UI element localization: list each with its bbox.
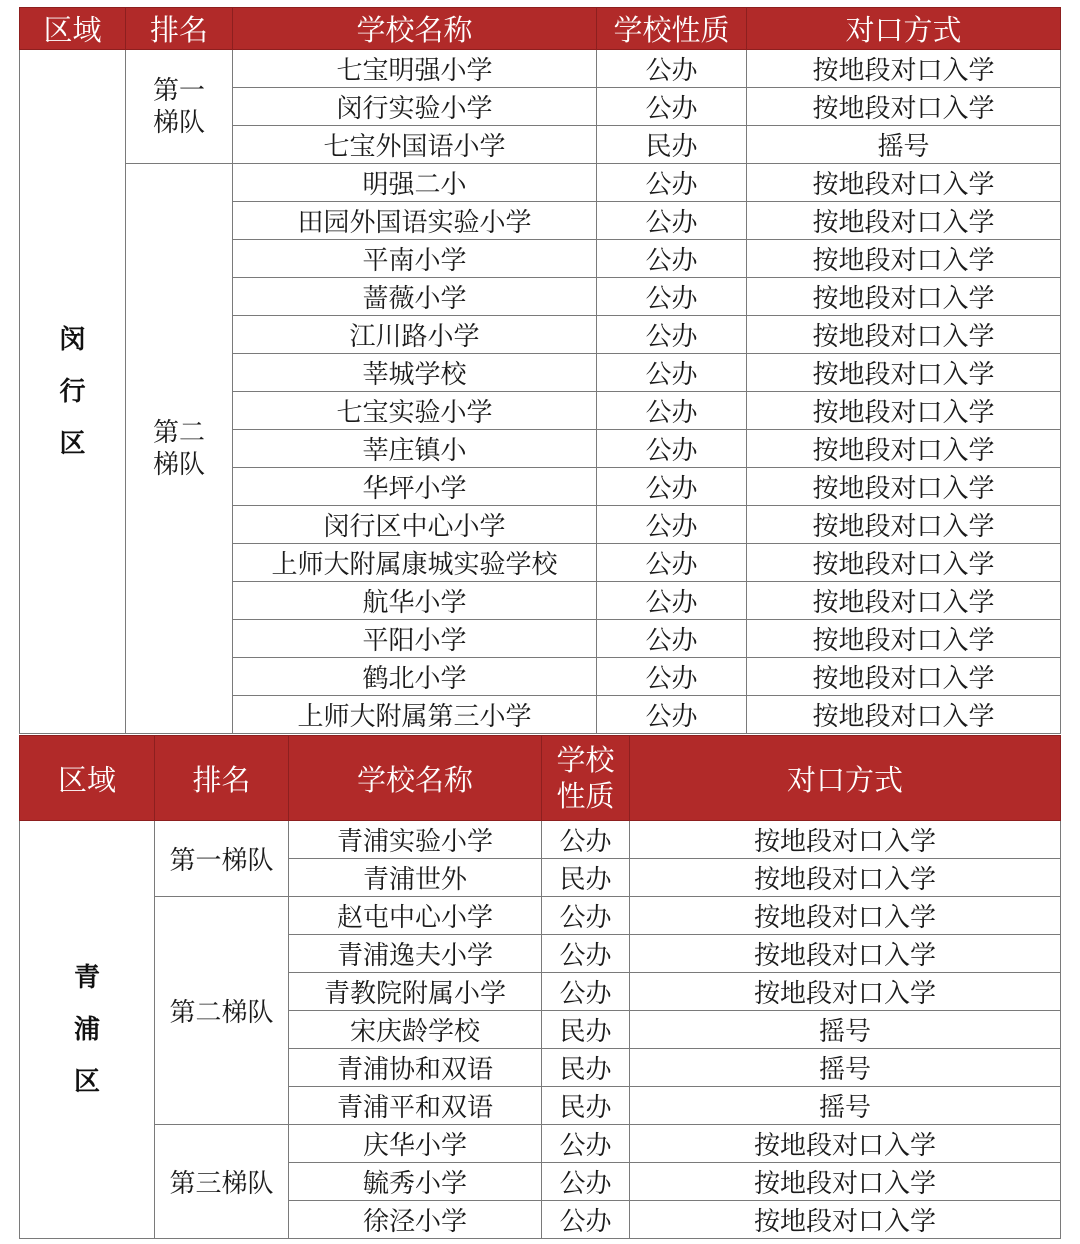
tier-label-line: 梯队 <box>152 449 205 480</box>
school-type: 公办 <box>597 506 747 544</box>
header-rank: 排名 <box>126 8 233 50</box>
school-type: 公办 <box>542 1125 630 1163</box>
admission-method: 摇号 <box>630 1087 1061 1125</box>
table-row <box>20 897 1061 935</box>
minhang-school-table <box>19 7 1061 734</box>
admission-method: 按地段对口入学 <box>747 696 1061 734</box>
tier-1-qingpu: 第一梯队 <box>155 821 289 897</box>
school-type: 公办 <box>597 544 747 582</box>
admission-method: 按地段对口入学 <box>747 392 1061 430</box>
school-name: 徐泾小学 <box>289 1201 542 1239</box>
school-name: 宋庆龄学校 <box>289 1011 542 1049</box>
school-type: 民办 <box>542 1087 630 1125</box>
header-admission-method: 对口方式 <box>747 8 1061 50</box>
school-name: 江川路小学 <box>233 316 597 354</box>
admission-method: 按地段对口入学 <box>747 164 1061 202</box>
admission-method: 按地段对口入学 <box>747 278 1061 316</box>
district-minhang <box>20 50 126 734</box>
school-name: 田园外国语实验小学 <box>233 202 597 240</box>
school-name: 庆华小学 <box>289 1125 542 1163</box>
table-row <box>20 164 1061 202</box>
school-type: 公办 <box>597 88 747 126</box>
table-row <box>20 821 1061 859</box>
school-name: 毓秀小学 <box>289 1163 542 1201</box>
tier-1-minhang <box>126 50 233 164</box>
header-district: 区域 <box>20 736 155 821</box>
district-char: 浦 <box>73 1014 100 1045</box>
school-name: 鹤北小学 <box>233 658 597 696</box>
admission-method: 按地段对口入学 <box>747 354 1061 392</box>
admission-method: 按地段对口入学 <box>747 658 1061 696</box>
admission-method: 按地段对口入学 <box>747 430 1061 468</box>
school-name: 闵行区中心小学 <box>233 506 597 544</box>
minhang-table-body <box>20 50 1061 734</box>
school-name: 青浦逸夫小学 <box>289 935 542 973</box>
school-type: 公办 <box>597 278 747 316</box>
admission-method: 按地段对口入学 <box>747 316 1061 354</box>
admission-method: 按地段对口入学 <box>747 88 1061 126</box>
school-name: 莘庄镇小 <box>233 430 597 468</box>
admission-method: 按地段对口入学 <box>747 50 1061 88</box>
school-type: 公办 <box>597 354 747 392</box>
admission-method: 按地段对口入学 <box>630 1201 1061 1239</box>
school-type: 民办 <box>542 859 630 897</box>
header-type-line: 学校 <box>556 743 615 777</box>
school-name: 青浦实验小学 <box>289 821 542 859</box>
school-type: 公办 <box>542 973 630 1011</box>
school-type: 公办 <box>542 1163 630 1201</box>
table-row <box>20 50 1061 88</box>
school-type: 公办 <box>542 935 630 973</box>
school-name: 七宝实验小学 <box>233 392 597 430</box>
qingpu-table-body <box>20 821 1061 1239</box>
header-district: 区域 <box>20 8 126 50</box>
tier-2-minhang <box>126 164 233 734</box>
header-school-type <box>542 736 630 821</box>
admission-method: 按地段对口入学 <box>747 582 1061 620</box>
school-type: 公办 <box>542 1201 630 1239</box>
header-admission-method: 对口方式 <box>630 736 1061 821</box>
school-name: 青浦世外 <box>289 859 542 897</box>
school-type: 公办 <box>597 202 747 240</box>
qingpu-school-table <box>19 735 1061 1239</box>
admission-method: 按地段对口入学 <box>747 468 1061 506</box>
school-name: 七宝明强小学 <box>233 50 597 88</box>
school-name: 闵行实验小学 <box>233 88 597 126</box>
header-type-line: 性质 <box>556 779 615 813</box>
admission-method: 按地段对口入学 <box>630 973 1061 1011</box>
school-name: 航华小学 <box>233 582 597 620</box>
admission-method: 按地段对口入学 <box>630 1163 1061 1201</box>
school-type: 公办 <box>597 658 747 696</box>
district-char: 区 <box>73 1066 100 1097</box>
tier-2-qingpu: 第二梯队 <box>155 897 289 1125</box>
school-type: 公办 <box>597 240 747 278</box>
school-name: 蔷薇小学 <box>233 278 597 316</box>
admission-method: 按地段对口入学 <box>747 620 1061 658</box>
school-name: 上师大附属第三小学 <box>233 696 597 734</box>
school-name: 七宝外国语小学 <box>233 126 597 164</box>
school-type: 公办 <box>597 50 747 88</box>
school-type: 公办 <box>542 821 630 859</box>
header-rank: 排名 <box>155 736 289 821</box>
admission-method: 摇号 <box>630 1049 1061 1087</box>
school-name: 上师大附属康城实验学校 <box>233 544 597 582</box>
school-name: 平南小学 <box>233 240 597 278</box>
district-char: 闵 <box>59 324 86 355</box>
school-name: 平阳小学 <box>233 620 597 658</box>
school-type: 公办 <box>542 897 630 935</box>
school-type: 民办 <box>597 126 747 164</box>
school-name: 青教院附属小学 <box>289 973 542 1011</box>
district-char: 区 <box>59 428 86 459</box>
school-type: 公办 <box>597 582 747 620</box>
school-type: 公办 <box>597 430 747 468</box>
admission-method: 按地段对口入学 <box>747 544 1061 582</box>
table-header-row <box>20 736 1061 821</box>
school-type: 公办 <box>597 316 747 354</box>
school-type: 公办 <box>597 468 747 506</box>
district-char: 青 <box>73 962 100 993</box>
school-name: 赵屯中心小学 <box>289 897 542 935</box>
school-type: 民办 <box>542 1049 630 1087</box>
school-type: 公办 <box>597 620 747 658</box>
tier-label-line: 第一 <box>152 75 205 106</box>
header-school-name: 学校名称 <box>233 8 597 50</box>
table-row <box>20 1125 1061 1163</box>
tier-label-line: 梯队 <box>152 107 205 138</box>
district-char: 行 <box>59 376 86 407</box>
admission-method: 摇号 <box>747 126 1061 164</box>
admission-method: 按地段对口入学 <box>630 935 1061 973</box>
district-qingpu <box>20 821 155 1239</box>
admission-method: 按地段对口入学 <box>630 821 1061 859</box>
header-school-type: 学校性质 <box>597 8 747 50</box>
admission-method: 按地段对口入学 <box>747 240 1061 278</box>
school-type: 公办 <box>597 392 747 430</box>
admission-method: 按地段对口入学 <box>747 202 1061 240</box>
school-type: 公办 <box>597 696 747 734</box>
school-name: 青浦协和双语 <box>289 1049 542 1087</box>
school-name: 青浦平和双语 <box>289 1087 542 1125</box>
admission-method: 按地段对口入学 <box>630 859 1061 897</box>
tier-label-line: 第二 <box>152 417 205 448</box>
school-type: 民办 <box>542 1011 630 1049</box>
admission-method: 按地段对口入学 <box>630 897 1061 935</box>
school-type: 公办 <box>597 164 747 202</box>
admission-method: 摇号 <box>630 1011 1061 1049</box>
school-name: 明强二小 <box>233 164 597 202</box>
school-name: 莘城学校 <box>233 354 597 392</box>
table-header-row <box>20 8 1061 50</box>
header-school-name: 学校名称 <box>289 736 542 821</box>
tier-3-qingpu: 第三梯队 <box>155 1125 289 1239</box>
admission-method: 按地段对口入学 <box>630 1125 1061 1163</box>
school-name: 华坪小学 <box>233 468 597 506</box>
admission-method: 按地段对口入学 <box>747 506 1061 544</box>
